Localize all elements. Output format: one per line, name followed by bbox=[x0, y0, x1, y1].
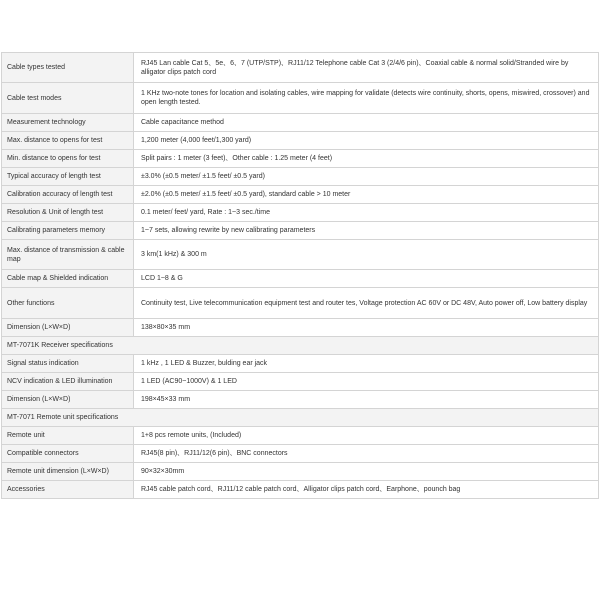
row-label: Compatible connectors bbox=[2, 445, 134, 463]
table-row bbox=[2, 463, 599, 481]
row-label: Calibrating parameters memory bbox=[2, 222, 134, 240]
table-row bbox=[2, 53, 599, 83]
row-value: 0.1 meter/ feet/ yard, Rate : 1~3 sec./time bbox=[134, 204, 599, 222]
table-row bbox=[2, 319, 599, 337]
row-label: Calibration accuracy of length test bbox=[2, 186, 134, 204]
table-row bbox=[2, 168, 599, 186]
table-row bbox=[2, 355, 599, 373]
row-label: Measurement technology bbox=[2, 114, 134, 132]
row-value: 1 LED (AC90~1000V) & 1 LED bbox=[134, 373, 599, 391]
row-value: LCD 1~8 & G bbox=[134, 270, 599, 288]
row-value: 1 kHz , 1 LED & Buzzer, bulding ear jack bbox=[134, 355, 599, 373]
spec-table bbox=[1, 52, 599, 499]
table-row bbox=[2, 373, 599, 391]
row-label: Typical accuracy of length test bbox=[2, 168, 134, 186]
row-value: 90×32×30mm bbox=[134, 463, 599, 481]
table-row bbox=[2, 240, 599, 270]
row-label: Max. distance of transmission & cable map bbox=[2, 240, 134, 270]
row-value: 138×80×35 mm bbox=[134, 319, 599, 337]
row-value: RJ45(8 pin)、RJ11/12(6 pin)、BNC connectors bbox=[134, 445, 599, 463]
row-label: Dimension (L×W×D) bbox=[2, 319, 134, 337]
section-title: MT-7071 Remote unit specifications bbox=[2, 409, 599, 427]
table-row bbox=[2, 204, 599, 222]
table-row bbox=[2, 132, 599, 150]
table-row bbox=[2, 114, 599, 132]
table-row bbox=[2, 288, 599, 319]
row-value: 1,200 meter (4,000 feet/1,300 yard) bbox=[134, 132, 599, 150]
row-value: 1 KHz two-note tones for location and isolating cables, wire mapping for validate (detects wire continuity, shorts, opens, miswired, crossover) and open length tested. bbox=[134, 83, 599, 114]
table-row bbox=[2, 445, 599, 463]
section-header-receiver bbox=[2, 337, 599, 355]
table-row bbox=[2, 150, 599, 168]
row-label: Remote unit bbox=[2, 427, 134, 445]
section-title: MT-7071K Receiver specifications bbox=[2, 337, 599, 355]
row-label: Cable map & Shielded indication bbox=[2, 270, 134, 288]
row-label: Other functions bbox=[2, 288, 134, 319]
table-row bbox=[2, 186, 599, 204]
table-row bbox=[2, 427, 599, 445]
row-value: ±2.0% (±0.5 meter/ ±1.5 feet/ ±0.5 yard), standard cable > 10 meter bbox=[134, 186, 599, 204]
row-label: Cable types tested bbox=[2, 53, 134, 83]
row-value: 1+8 pcs remote units, (Included) bbox=[134, 427, 599, 445]
table-row bbox=[2, 391, 599, 409]
section-header-remote bbox=[2, 409, 599, 427]
row-value: Continuity test, Live telecommunication equipment test and router tes, Voltage protection AC 60V or DC 48V, Auto power off, Low battery display bbox=[134, 288, 599, 319]
row-label: Cable test modes bbox=[2, 83, 134, 114]
row-label: Min. distance to opens for test bbox=[2, 150, 134, 168]
row-value: RJ45 Lan cable Cat 5、5e、6、7 (UTP/STP)、RJ11/12 Telephone cable Cat 3 (2/4/6 pin)、Coaxial cable & normal solid/Stranded wire by alligator clips patch cord bbox=[134, 53, 599, 83]
row-label: Remote unit dimension (L×W×D) bbox=[2, 463, 134, 481]
row-value: ±3.0% (±0.5 meter/ ±1.5 feet/ ±0.5 yard) bbox=[134, 168, 599, 186]
row-value: Split pairs : 1 meter (3 feet)、Other cable : 1.25 meter (4 feet) bbox=[134, 150, 599, 168]
row-value: 198×45×33 mm bbox=[134, 391, 599, 409]
row-value: 1~7 sets, allowing rewrite by new calibrating parameters bbox=[134, 222, 599, 240]
row-label: Max. distance to opens for test bbox=[2, 132, 134, 150]
row-label: Dimension (L×W×D) bbox=[2, 391, 134, 409]
row-label: Accessories bbox=[2, 481, 134, 499]
table-row bbox=[2, 481, 599, 499]
row-value: Cable capacitance method bbox=[134, 114, 599, 132]
row-value: 3 km(1 kHz) & 300 m bbox=[134, 240, 599, 270]
row-label: Resolution & Unit of length test bbox=[2, 204, 134, 222]
row-label: NCV indication & LED illumination bbox=[2, 373, 134, 391]
row-label: Signal status indication bbox=[2, 355, 134, 373]
row-value: RJ45 cable patch cord、RJ11/12 cable patch cord、Alligator clips patch cord、Earphone、pounch bag bbox=[134, 481, 599, 499]
table-row bbox=[2, 270, 599, 288]
table-row bbox=[2, 83, 599, 114]
table-row bbox=[2, 222, 599, 240]
